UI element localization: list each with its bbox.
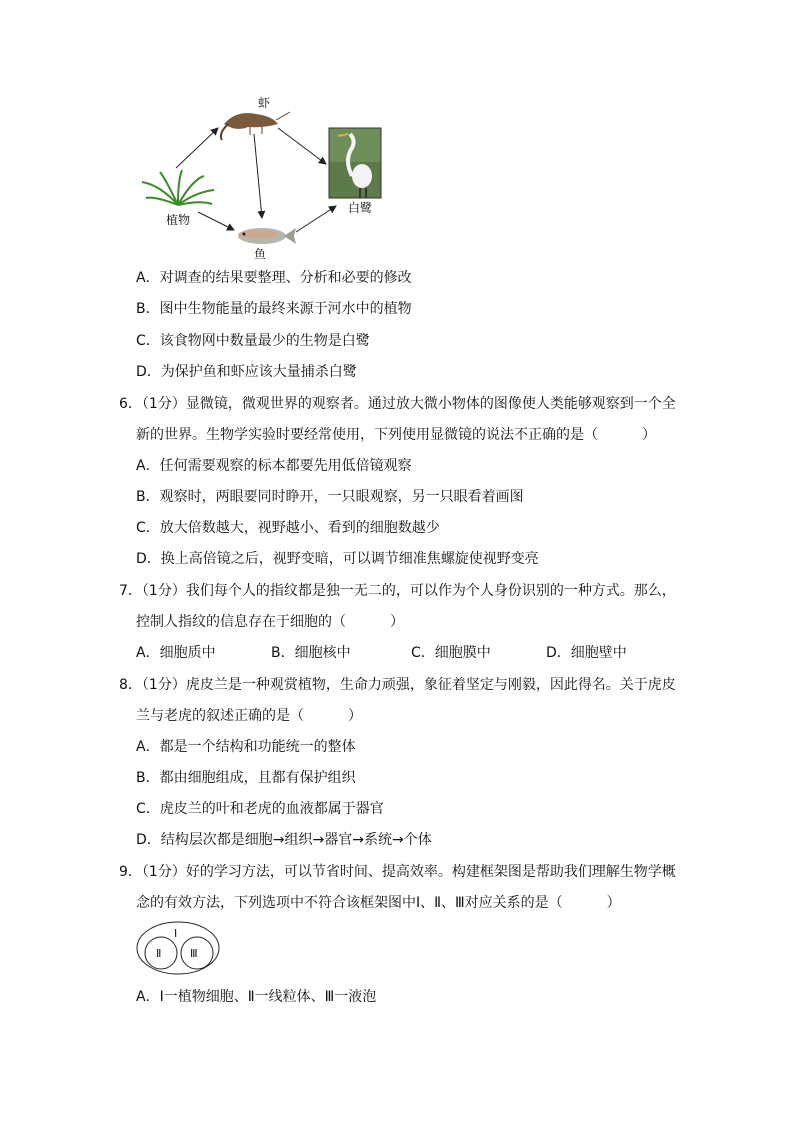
fish-icon [238,228,296,244]
q8-option-a: A．都是一个结构和功能统一的整体 [136,739,356,755]
q6-option-a: A．任何需要观察的标本都要先用低倍镜观察 [136,458,412,474]
q7-option-b: B．细胞核中 [271,645,351,661]
q8-option-c: C．虎皮兰的叶和老虎的血液都属于器官 [136,801,384,817]
q9-stem-line1: 9．（1分）好的学习方法，可以节省时间、提高效率。构建框架图是帮助我们理解生物学概 [119,864,676,880]
q5-option-c: C．该食物网中数量最少的生物是白鹭 [136,333,370,349]
q8-option-b: B．都由细胞组成，且都有保护组织 [136,770,356,786]
q7-option-a: A．细胞质中 [136,645,216,661]
q7-option-c: C．细胞膜中 [411,645,491,661]
arrow-plant-to-shrimp [176,128,218,168]
q9-stem-line2: 念的有效方法，下列选项中不符合该框架图中Ⅰ、Ⅱ、Ⅲ对应关系的是（ ） [136,895,621,911]
q6-option-b: B．观察时，两眼要同时睁开，一只眼观察，另一只眼看着画图 [136,489,524,505]
label-shrimp: 虾 [258,96,271,110]
q9-label-outer: Ⅰ [174,927,178,940]
q8-stem-line1: 8．（1分）虎皮兰是一种观赏植物，生命力顽强，象征着坚定与刚毅，因此得名。关于虎皮 [119,677,676,693]
arrow-fish-to-egret [296,206,336,232]
q6-option-c: C．放大倍数越大，视野越小、看到的细胞数越少 [136,520,440,536]
q6-option-d: D．换上高倍镜之后，视野变暗，可以调节细准焦螺旋使视野变亮 [136,551,539,567]
food-web-diagram [0,0,794,270]
q9-label-left: Ⅱ [156,947,162,960]
q9-label-right: Ⅲ [190,947,198,960]
q8-option-d: D．结构层次都是细胞→组织→器官→系统→个体 [136,832,432,848]
q5-option-b: B．图中生物能量的最终来源于河水中的植物 [136,301,412,317]
q6-stem-line1: 6．（1分）显微镜，微观世界的观察者。通过放大微小物体的图像使人类能够观察到一个全 [119,396,676,412]
arrow-shrimp-to-fish [254,134,262,218]
q9-option-a: A．Ⅰ一植物细胞、Ⅱ一线粒体、Ⅲ一液泡 [136,989,377,1005]
shrimp-icon [221,112,290,140]
q5-option-a: A．对调查的结果要整理、分析和必要的修改 [136,270,412,286]
egret-icon [329,128,381,198]
q7-option-d: D．细胞壁中 [546,645,627,661]
label-plant: 植物 [166,213,191,227]
q8-stem-line2: 兰与老虎的叙述正确的是（ ） [136,708,362,724]
label-fish: 鱼 [254,247,267,261]
label-egret: 白鹭 [348,201,373,215]
q6-stem-line2: 新的世界。生物学实验时要经常使用，下列使用显微镜的说法不正确的是（ ） [136,427,656,443]
arrow-plant-to-fish [198,212,234,230]
q9-framework-diagram [134,920,234,976]
arrow-shrimp-to-egret [278,128,326,164]
q7-stem-line1: 7．（1分）我们每个人的指纹都是独一无二的，可以作为个人身份识别的一种方式。那么， [119,583,676,599]
plant-icon [142,170,214,205]
q5-option-d: D．为保护鱼和虾应该大量捕杀白鹭 [136,364,357,380]
q7-stem-line2: 控制人指纹的信息存在于细胞的（ ） [136,614,404,630]
